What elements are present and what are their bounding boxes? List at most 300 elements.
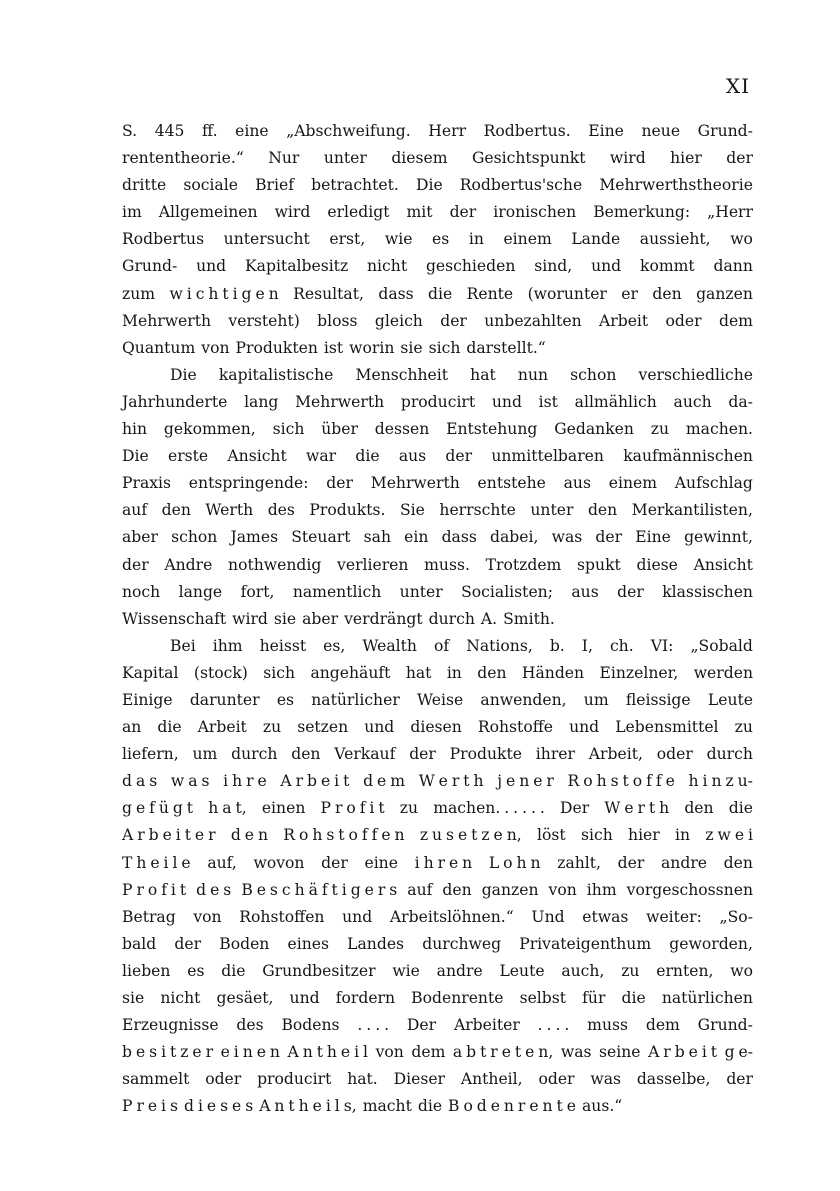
- word: dessen: [374, 420, 430, 439]
- word: ihm: [586, 880, 617, 899]
- text-line: [122, 308, 753, 335]
- word: wo: [730, 230, 753, 249]
- word: (worunter: [527, 284, 607, 303]
- word: Weise: [417, 690, 464, 709]
- word: j e n e r: [497, 772, 554, 791]
- word: auf: [407, 880, 433, 899]
- word: Bodenrente: [411, 989, 504, 1007]
- word: Gesichtspunkt: [471, 149, 586, 168]
- word: Boden: [219, 934, 270, 953]
- word: der: [726, 149, 753, 168]
- word: Arbeit,: [588, 745, 643, 764]
- word: den: [477, 663, 507, 682]
- text-line: [122, 281, 753, 308]
- word: der: [449, 203, 477, 222]
- word: der: [321, 853, 348, 872]
- word: of: [433, 636, 450, 655]
- word: Leute: [499, 961, 545, 980]
- word: geschieden: [425, 257, 516, 276]
- word: w a s: [170, 772, 210, 791]
- word: Jahrhunderte: [122, 392, 228, 411]
- word: betrachtet.: [311, 176, 399, 195]
- word: die: [157, 718, 182, 737]
- word: Eine: [635, 528, 671, 547]
- word: diesen: [410, 718, 462, 737]
- word: I,: [581, 636, 593, 655]
- word: klassischen: [662, 582, 753, 601]
- word: einen: [261, 799, 306, 818]
- word: lange: [178, 582, 223, 601]
- word: schon: [171, 528, 218, 547]
- text-line: [122, 633, 753, 660]
- word: Einige: [122, 690, 173, 709]
- word: wo: [730, 961, 753, 980]
- word: ff.: [202, 122, 218, 140]
- word: oder: [656, 745, 693, 764]
- word: was: [551, 528, 583, 547]
- word: machen. . . . . .: [433, 799, 545, 818]
- word: Ansicht: [227, 447, 287, 466]
- word: nicht: [160, 989, 201, 1007]
- word: h i n z u-: [688, 772, 753, 791]
- word: hin: [122, 420, 148, 439]
- word: und: [196, 257, 227, 276]
- word: die: [355, 447, 380, 466]
- word: 445: [154, 122, 185, 140]
- word: seine: [599, 1043, 641, 1062]
- word: P r o f i t: [320, 799, 385, 818]
- word: Rodbertus.: [483, 122, 571, 140]
- word: Grund-: [697, 1016, 753, 1035]
- text-line: [122, 768, 753, 795]
- word: es,: [323, 636, 346, 655]
- word: natürlichen: [661, 989, 753, 1007]
- word: den: [587, 501, 618, 520]
- word: oder: [538, 1070, 575, 1089]
- word: des: [236, 1016, 264, 1035]
- word: Aufschlag: [674, 474, 753, 493]
- word: d e n: [230, 826, 269, 845]
- word: fleissige: [625, 690, 691, 709]
- word: diese: [636, 555, 678, 574]
- word: der: [595, 528, 623, 547]
- word: Dieser: [393, 1070, 446, 1089]
- word: sociale: [183, 176, 238, 195]
- word: R o h s t o f f e n: [283, 826, 405, 845]
- word: g e f ü g t: [122, 799, 194, 818]
- word: Rodbertus'sche: [459, 176, 583, 195]
- text-line: [122, 606, 753, 633]
- word: wird: [609, 149, 646, 168]
- word: Der: [560, 799, 590, 818]
- word: hat: [470, 365, 496, 384]
- word: zum: [122, 284, 156, 303]
- word: natürlicher: [311, 690, 400, 709]
- word: „Abschweifung.: [286, 122, 411, 140]
- word: b.: [549, 636, 565, 655]
- word: d a s: [122, 772, 158, 791]
- text-line: [122, 253, 753, 280]
- word: Allgemeinen: [158, 203, 258, 222]
- word: unter: [530, 501, 574, 520]
- word: hat: [405, 663, 432, 682]
- word: sie: [400, 338, 423, 357]
- word: Produkts.: [309, 501, 386, 520]
- word: wird: [232, 609, 268, 628]
- word: Trotzdem: [485, 555, 562, 574]
- word: in: [446, 663, 462, 682]
- word: war: [306, 447, 337, 466]
- text-line: [122, 822, 753, 849]
- word: selbst: [519, 989, 567, 1007]
- text-line: [122, 1066, 753, 1093]
- word: d i e s e s: [184, 1097, 254, 1116]
- word: erste: [167, 447, 209, 466]
- word: Die: [415, 176, 443, 195]
- text-line: [122, 958, 753, 985]
- text-line: [122, 850, 753, 877]
- word: aber: [122, 528, 158, 547]
- word: schon: [570, 365, 617, 384]
- word: aber: [302, 609, 339, 628]
- word: wird: [274, 203, 311, 222]
- word: „So-: [719, 907, 753, 926]
- word: dass: [378, 284, 414, 303]
- word: Mehrwerthstheorie: [599, 176, 753, 195]
- text-line: [122, 1093, 753, 1120]
- word: hier: [628, 826, 660, 845]
- word: andre: [436, 961, 483, 980]
- word: aus.“: [581, 1097, 623, 1116]
- word: die: [428, 284, 453, 303]
- word: dem: [718, 311, 753, 330]
- text-line: [122, 497, 753, 524]
- word: zu: [734, 718, 753, 737]
- word: zu: [262, 718, 282, 737]
- word: Die: [122, 447, 149, 466]
- word: in: [675, 826, 691, 845]
- word: zu: [621, 961, 640, 980]
- word: Quantum: [122, 338, 196, 357]
- word: nothwendig: [228, 555, 322, 574]
- word: rententheorie.“: [122, 149, 244, 168]
- word: kapitalistische: [218, 365, 334, 384]
- word: löst: [537, 826, 566, 845]
- word: nun: [517, 365, 549, 384]
- word: producirt: [257, 1070, 332, 1089]
- word: dasselbe,: [636, 1070, 711, 1089]
- word: erst,: [329, 230, 366, 249]
- word: muss.: [424, 555, 470, 574]
- word: z w e i: [705, 826, 753, 845]
- word: lieben: [122, 961, 171, 980]
- word: versteht): [228, 311, 300, 330]
- word: W e r t h: [604, 799, 670, 818]
- word: Kapital: [122, 663, 179, 682]
- word: ganzen: [696, 284, 753, 303]
- word: untersucht: [223, 230, 310, 249]
- word: i h r e: [223, 772, 267, 791]
- word: Menschheit: [355, 365, 449, 384]
- word: T h e i l e: [122, 853, 191, 872]
- word: Lebensmittel: [615, 718, 719, 737]
- word: die: [728, 799, 753, 818]
- word: eine: [235, 122, 269, 140]
- text-line: [122, 1012, 753, 1039]
- word: bald: [122, 934, 157, 953]
- word: Lande: [571, 230, 621, 249]
- word: auch,: [561, 961, 605, 980]
- word: hier: [670, 149, 702, 168]
- word: weiter:: [646, 907, 702, 926]
- word: durch: [428, 609, 475, 628]
- word: . . . .: [537, 1016, 570, 1035]
- word: etwas: [582, 907, 629, 926]
- word: L o h n: [488, 853, 541, 872]
- word: unmittelbaren: [491, 447, 604, 466]
- word: Werth: [205, 501, 254, 520]
- word: „Sobald: [690, 636, 753, 655]
- word: verdrängt: [344, 609, 423, 628]
- word: oder: [205, 1070, 242, 1089]
- text-line: [122, 579, 753, 606]
- word: dabei,: [490, 528, 539, 547]
- text-line: [122, 1039, 753, 1066]
- word: Bodens: [281, 1016, 340, 1035]
- word: A r b e i t e r: [122, 826, 216, 845]
- word: Sie: [399, 501, 425, 520]
- word: Antheil,: [460, 1070, 523, 1089]
- word: gekommen,: [163, 420, 256, 439]
- word: zahlt,: [557, 853, 602, 872]
- word: verschiedliche: [638, 365, 753, 384]
- word: Grund-: [697, 122, 753, 140]
- word: Arbeit: [197, 718, 247, 737]
- word: kaufmännischen: [623, 447, 753, 466]
- word: auch: [673, 392, 712, 411]
- word: Eine: [588, 122, 624, 140]
- word: Nations,: [466, 636, 533, 655]
- word: VI:: [650, 636, 674, 655]
- word: Socialisten;: [461, 582, 553, 601]
- text-line: [122, 660, 753, 687]
- word: des: [267, 501, 295, 520]
- word: spukt: [577, 555, 621, 574]
- word: (stock): [193, 663, 248, 682]
- word: Erzeugnisse: [122, 1016, 219, 1035]
- word: muss: [587, 1016, 629, 1035]
- word: Händen: [521, 663, 585, 682]
- word: verlieren: [337, 555, 409, 574]
- word: Einzelner,: [599, 663, 679, 682]
- word: Wealth: [362, 636, 417, 655]
- text-line: [122, 795, 753, 822]
- word: Mehrwerth: [295, 392, 385, 411]
- word: es: [187, 961, 205, 980]
- word: Merkantilisten,: [631, 501, 753, 520]
- word: der: [617, 582, 644, 601]
- word: sich: [580, 826, 613, 845]
- word: Die: [170, 365, 197, 384]
- word: sind,: [534, 257, 573, 276]
- word: angehäuft: [310, 663, 391, 682]
- word: um: [583, 690, 609, 709]
- word: Mehrwerth: [370, 474, 460, 493]
- word: auf,: [207, 853, 237, 872]
- word: unter: [323, 149, 367, 168]
- word: ernten,: [656, 961, 714, 980]
- word: Und: [531, 907, 565, 926]
- word: die: [417, 1097, 443, 1116]
- word: worin: [349, 338, 395, 357]
- word: der: [726, 1070, 753, 1089]
- word: geworden,: [669, 934, 753, 953]
- word: den: [723, 853, 753, 872]
- word: Herr: [428, 122, 467, 140]
- word: ihrer: [535, 745, 575, 764]
- word: noch: [122, 582, 161, 601]
- text-line: [122, 524, 753, 551]
- word: ganzen: [481, 880, 539, 899]
- word: einem: [503, 230, 552, 249]
- word: Mehrwerth: [122, 311, 212, 330]
- word: die: [621, 989, 646, 1007]
- word: macht: [362, 1097, 412, 1116]
- word: eines: [287, 934, 329, 953]
- word: W e r t h: [418, 772, 484, 791]
- body-text: [122, 118, 753, 1120]
- word: darunter: [189, 690, 260, 709]
- word: unter: [399, 582, 443, 601]
- text-line: [122, 226, 753, 253]
- word: James: [230, 528, 279, 547]
- word: den: [291, 745, 321, 764]
- word: die: [221, 961, 246, 980]
- word: unbezahlten: [484, 311, 582, 330]
- word: nicht: [367, 257, 408, 276]
- word: Gedanken: [554, 420, 634, 439]
- word: kommt: [640, 257, 695, 276]
- word: Resultat,: [293, 284, 364, 303]
- word: Arbeitslöhnen.“: [389, 907, 514, 926]
- word: B e s c h ä f t i g e r s: [241, 880, 398, 899]
- word: Rohstoffen: [239, 907, 325, 926]
- text-line: [122, 904, 753, 931]
- word: den: [652, 284, 682, 303]
- word: R o h s t o f f e: [567, 772, 675, 791]
- word: wovon: [253, 853, 305, 872]
- word: und: [342, 907, 373, 926]
- word: ironischen: [493, 203, 577, 222]
- word: der: [440, 311, 467, 330]
- word: Verkauf: [334, 745, 396, 764]
- word: aus: [398, 447, 427, 466]
- word: i h r e n: [414, 853, 473, 872]
- word: Betrag: [122, 907, 176, 926]
- word: zu: [650, 420, 670, 439]
- word: dass: [441, 528, 477, 547]
- word: mit: [406, 203, 433, 222]
- word: w i c h t i g e n: [169, 284, 279, 303]
- word: und: [364, 718, 395, 737]
- word: d e m: [363, 772, 405, 791]
- word: durch: [231, 745, 278, 764]
- word: der: [174, 934, 202, 953]
- word: von: [548, 880, 577, 899]
- text-line: [122, 145, 753, 172]
- word: producirt: [400, 392, 476, 411]
- word: aus: [571, 582, 599, 601]
- word: Produkte: [449, 745, 522, 764]
- word: Entstehung: [446, 420, 538, 439]
- word: auf: [122, 501, 148, 520]
- word: der: [122, 555, 149, 574]
- word: b e s i t z e r: [122, 1043, 214, 1062]
- word: A n t h e i l: [287, 1043, 369, 1062]
- word: wie: [384, 230, 413, 249]
- word: da-: [728, 392, 753, 411]
- word: was: [590, 1070, 621, 1089]
- word: aus: [563, 474, 591, 493]
- word: gesäet,: [216, 989, 274, 1007]
- page-number: XI: [725, 74, 750, 98]
- word: hat.: [347, 1070, 378, 1089]
- text-line: [122, 118, 753, 145]
- word: Bemerkung:: [593, 203, 691, 222]
- word: ch.: [609, 636, 634, 655]
- word: vorgeschossnen: [626, 880, 753, 899]
- word: der: [617, 853, 645, 872]
- word: Rodbertus: [122, 230, 205, 249]
- word: dritte: [122, 176, 167, 195]
- word: P r o f i t: [122, 880, 187, 899]
- word: a b t r e t e n,: [452, 1043, 554, 1062]
- word: wie: [392, 961, 420, 980]
- word: den: [684, 799, 714, 818]
- word: liefern,: [122, 745, 179, 764]
- word: um: [192, 745, 218, 764]
- word: für: [582, 989, 606, 1007]
- text-line: [122, 985, 753, 1012]
- word: ist: [538, 392, 558, 411]
- word: er: [621, 284, 638, 303]
- word: sich: [272, 420, 305, 439]
- word: dann: [713, 257, 753, 276]
- word: heisst: [259, 636, 307, 655]
- text-line: [122, 199, 753, 226]
- word: herrschte: [439, 501, 516, 520]
- text-line: [122, 362, 753, 389]
- word: A.: [480, 609, 498, 628]
- word: . . . .: [357, 1016, 390, 1035]
- word: im: [122, 203, 142, 222]
- word: von: [375, 1043, 404, 1062]
- word: sich: [428, 338, 461, 357]
- word: Steuart: [291, 528, 351, 547]
- word: Der: [406, 1016, 437, 1035]
- word: fordern: [335, 989, 396, 1007]
- word: bloss: [317, 311, 358, 330]
- word: A r b e i t: [648, 1043, 718, 1062]
- word: durch: [706, 745, 753, 764]
- word: über: [321, 420, 358, 439]
- word: namentlich: [292, 582, 382, 601]
- word: dem: [411, 1043, 446, 1062]
- word: Andre: [164, 555, 213, 574]
- text-line: [122, 931, 753, 958]
- word: A r b e i t: [280, 772, 350, 791]
- word: B o d e n r e n t e: [448, 1097, 576, 1116]
